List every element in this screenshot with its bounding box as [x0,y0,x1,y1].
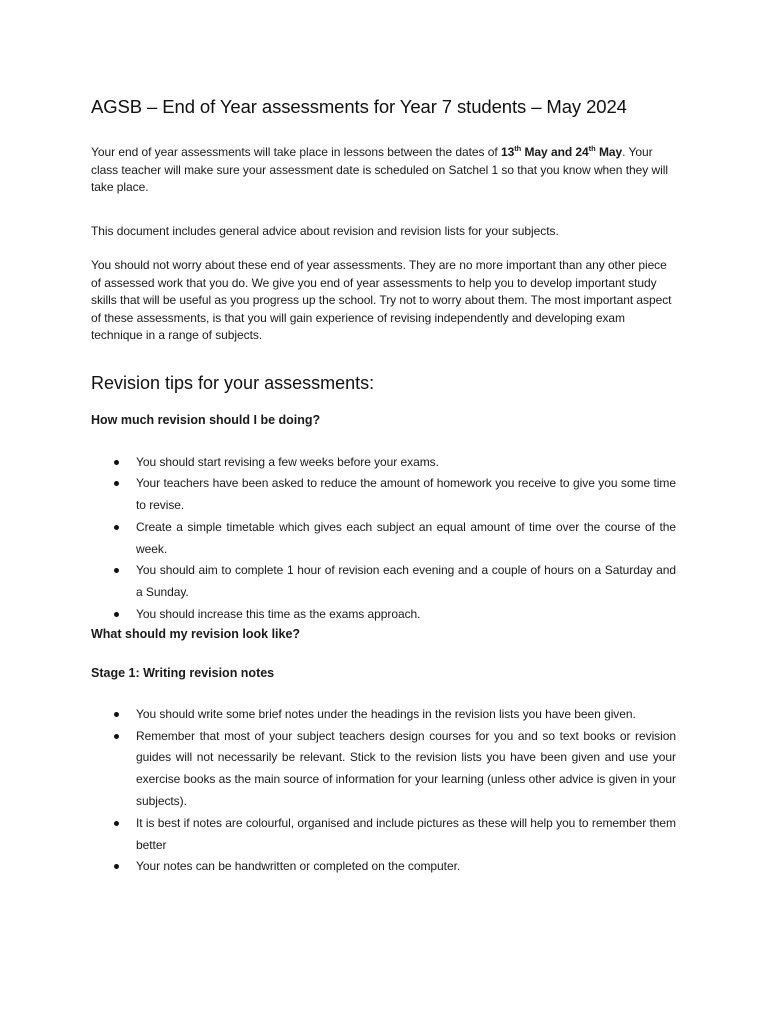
dates-lead-text: Your end of year assessments will take place in lessons between the dates of [91,145,501,159]
document-title: AGSB – End of Year assessments for Year 7 students – May 2024 [91,96,627,117]
list-item: You should increase this time as the exams approach. [91,604,676,626]
list-item: Create a simple timetable which gives each subject an equal amount of time over the course of the week. [91,517,676,561]
bullet-icon [114,612,119,617]
bullet-icon [114,821,119,826]
bullet-icon [114,712,119,717]
how-much-revision-list [91,452,676,626]
bullet-icon [114,734,119,739]
dates-after-text: . Your class teacher will make sure your assessment date is scheduled on Satchel 1 so that you know when they will take place. [91,145,668,194]
list-item: You should write some brief notes under the headings in the revision lists you have been given. [91,704,676,726]
list-item: Your notes can be handwritten or completed on the computer. [91,856,676,878]
bullet-icon [114,568,119,573]
bullet-icon [114,864,119,869]
bullet-icon [114,460,119,465]
revision-tips-heading: Revision tips for your assessments: [91,372,375,393]
how-much-revision-heading: How much revision should I be doing? [91,412,321,427]
stage-1-heading: Stage 1: Writing revision notes [91,665,275,680]
do-not-worry-paragraph: You should not worry about these end of year assessments. They are no more important than any other piece of assessed work that you do. We give you end of year assessments to help you to develop important study skills that will be useful as you progress up the school. Try not to worry about them. The most important aspect of these assessments, is that you will gain experience of revising independently and developing exam technique in a range of subjects. [91,258,672,342]
list-item: Your teachers have been asked to reduce the amount of homework you receive to give you some time to revise. [91,473,676,517]
assessment-date-range: 13th May and 24th May [500,144,623,159]
bullet-icon [114,525,119,530]
document-includes-paragraph: This document includes general advice about revision and revision lists for your subjects. [91,223,559,238]
stage-1-list [91,704,676,878]
list-item: It is best if notes are colourful, organised and include pictures as these will help you to remember them better [91,813,676,857]
list-item: You should aim to complete 1 hour of revision each evening and a couple of hours on a Saturday and a Sunday. [91,560,676,604]
list-item: You should start revising a few weeks before your exams. [91,452,676,474]
revision-look-like-heading: What should my revision look like? [91,626,301,641]
list-item: Remember that most of your subject teachers design courses for you and so text books or revision guides will not necessarily be relevant. Stick to the revision lists you have been given and use your exercise books as the main source of information for your learning (unless other advice is given in your subjects). [91,726,676,813]
assessment-dates-paragraph [91,144,676,197]
bullet-icon [114,481,119,486]
